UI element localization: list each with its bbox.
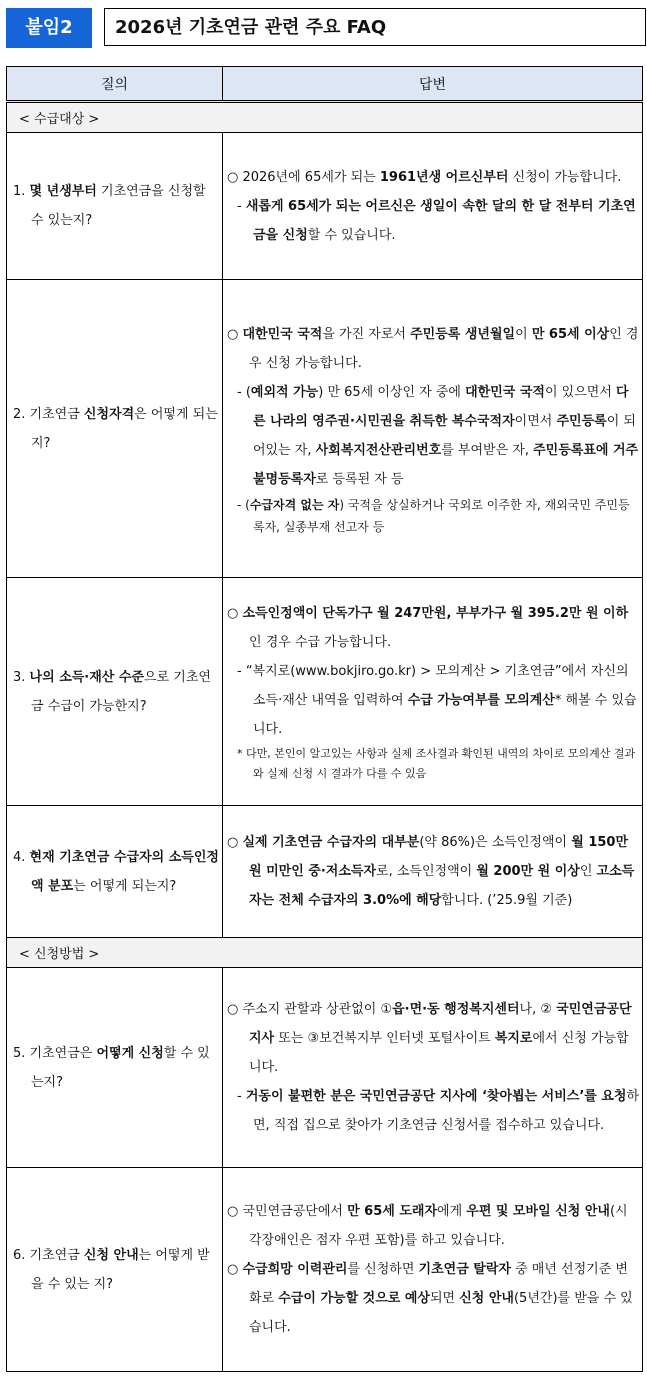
answer-subitem: - 거동이 불편한 분은 국민연금공단 지사에 ‘찾아뵙는 서비스’를 요청하면, 직접 집으로 찾아가 기초연금 신청서를 접수하고 있습니다. xyxy=(237,1089,640,1133)
question-cell xyxy=(7,133,223,280)
answer-cell xyxy=(223,280,643,578)
answer-subitem: - (수급자격 없는 자) 국적을 상실하거나 국외로 이주한 자, 재외국민 주민등록자, 실종부재 선고자 등 xyxy=(237,497,630,534)
table-row xyxy=(7,578,643,806)
section-row xyxy=(7,102,643,133)
table-row xyxy=(7,280,643,578)
question-text: 4. 현재 기초연금 수급자의 소득인정액 분포는 어떻게 되는지? xyxy=(13,849,219,894)
answer-item: ○ 주소지 관할과 상관없이 ①읍·면·동 행정복지센터나, ② 국민연금공단 지사 또는 ③보건복지부 인터넷 포털사이트 복지로에서 신청 가능합니다. xyxy=(227,1002,632,1075)
question-cell xyxy=(7,280,223,578)
question-text: 2. 기초연금 신청자격은 어떻게 되는지? xyxy=(13,406,218,451)
document-header xyxy=(6,8,647,50)
question-text: 6. 기초연금 신청 안내는 어떻게 받을 수 있는 지? xyxy=(13,1247,210,1292)
column-header-answer: 답변 xyxy=(223,67,643,102)
answer-cell xyxy=(223,578,643,806)
table-row xyxy=(7,1168,643,1372)
answer-cell xyxy=(223,1168,643,1372)
attachment-badge: 붙임2 xyxy=(6,8,92,48)
answer-item: ○ 국민연금공단에서 만 65세 도래자에게 우편 및 모바일 신청 안내(시각장애인은 점자 우편 포함)를 하고 있습니다. xyxy=(227,1204,628,1248)
table-header-row xyxy=(7,67,643,102)
section-eligibility: < 수급대상 > xyxy=(7,102,643,133)
question-text: 1. 몇 년생부터 기초연금을 신청할 수 있는지? xyxy=(13,184,206,228)
table-row xyxy=(7,806,643,938)
answer-subitem: - (예외적 가능) 만 65세 이상인 자 중에 대한민국 국적이 있으면서 다른 나라의 영주권·시민권을 취득한 복수국적자이면서 주민등록이 되어있는 자, 사회복지전산관리번호를 부여받은 자, 주민등록표에 거주불명등록자로 등록된 자 등 xyxy=(237,384,639,487)
column-header-question: 질의 xyxy=(7,67,223,102)
document-title: 2026년 기초연금 관련 주요 FAQ xyxy=(104,8,646,46)
section-row xyxy=(7,938,643,968)
answer-item: ○ 소득인정액이 단독가구 월 247만원, 부부가구 월 395.2만 원 이하인 경우 수급 가능합니다. xyxy=(227,606,629,650)
answer-footnote: * 다만, 본인이 알고있는 사항과 실제 조사결과 확인된 내역의 차이로 모의계산 결과와 실제 신청 시 결과가 다를 수 있음 xyxy=(237,747,636,780)
answer-item: ○ 2026년에 65세가 되는 1961년생 어르신부터 신청이 가능합니다. xyxy=(227,169,622,185)
question-cell xyxy=(7,968,223,1168)
section-method: < 신청방법 > xyxy=(7,938,643,968)
answer-item: ○ 수급희망 이력관리를 신청하면 기초연금 탈락자 중 매년 선정기준 변화로 수급이 가능할 것으로 예상되면 신청 안내(5년간)를 받을 수 있습니다. xyxy=(227,1262,633,1335)
answer-cell xyxy=(223,133,643,280)
answer-item: ○ 대한민국 국적을 가진 자로서 주민등록 생년월일이 만 65세 이상인 경우 신청 가능합니다. xyxy=(227,326,639,371)
question-cell xyxy=(7,806,223,938)
answer-cell xyxy=(223,968,643,1168)
answer-item: ○ 실제 기초연금 수급자의 대부분(약 86%)은 소득인정액이 월 150만 원 미만인 중·저소득자로, 소득인정액이 월 200만 원 이상인 고소득자는 전체 수급자의 3.0%에 해당합니다. (’25.9월 기준) xyxy=(227,835,635,908)
table-row xyxy=(7,133,643,280)
answer-subitem: - “복지로(www.bokjiro.go.kr) > 모의계산 > 기초연금”에서 자신의 소득·재산 내역을 입력하여 수급 가능여부를 모의계산* 해볼 수 있습니다. xyxy=(237,664,637,737)
question-cell xyxy=(7,1168,223,1372)
question-text: 5. 기초연금은 어떻게 신청할 수 있는지? xyxy=(13,1045,210,1090)
question-cell xyxy=(7,578,223,806)
question-text: 3. 나의 소득·재산 수준으로 기초연금 수급이 가능한지? xyxy=(13,669,211,714)
table-row xyxy=(7,968,643,1168)
answer-subitem: - 새롭게 65세가 되는 어르신은 생일이 속한 달의 한 달 전부터 기초연금을 신청할 수 있습니다. xyxy=(237,198,636,243)
faq-table xyxy=(6,66,643,1372)
answer-cell xyxy=(223,806,643,938)
